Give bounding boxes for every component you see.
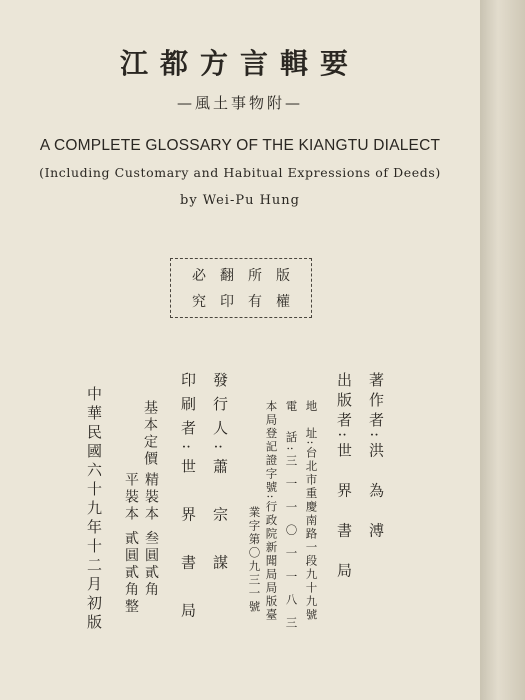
colophon-price-soft: 平裝本 貳圓貳角整	[123, 472, 139, 616]
colophon-price-label: 基本定價	[142, 400, 158, 468]
colophon-registration: 本局登記證字號:行政院新聞局局版臺	[264, 400, 279, 622]
colophon-author: 著作者:洪 為 溥	[367, 372, 385, 543]
colophon-issuer: 發行人:蕭 宗 謀	[211, 372, 229, 579]
book-spine-edge	[480, 0, 525, 700]
stamp-row-2: 究印有權	[192, 294, 304, 310]
colophon-publisher: 出版者:世 界 書 局	[335, 372, 353, 583]
page-subtitle: —風土事物附—	[176, 94, 303, 112]
colophon-price-hard: 精裝本 叁圓貳角	[143, 472, 159, 599]
stamp-row-1: 必翻所版	[192, 268, 304, 284]
copyright-stamp	[170, 258, 312, 318]
english-title: A COMPLETE GLOSSARY OF THE KIANGTU DIALECT	[39, 137, 441, 154]
page-title: 江都方言輯要	[119, 47, 360, 80]
english-subtitle: (Including Customary and Habitual Expressions of Deeds)	[39, 165, 441, 180]
english-byline: by Wei-Pu Hung	[180, 193, 300, 208]
colophon-printer: 印刷者:世 界 書 局	[179, 372, 197, 627]
colophon-phone: 電 話:三 一 一 〇 一 一 八 三	[284, 400, 299, 632]
colophon-address: 地 址:台北市重慶南路一段九十九號	[304, 400, 319, 622]
colophon-date: 中華民國六十九年十二月初版	[85, 386, 103, 633]
colophon-registration-no: 業字第〇九三一號	[247, 506, 262, 614]
